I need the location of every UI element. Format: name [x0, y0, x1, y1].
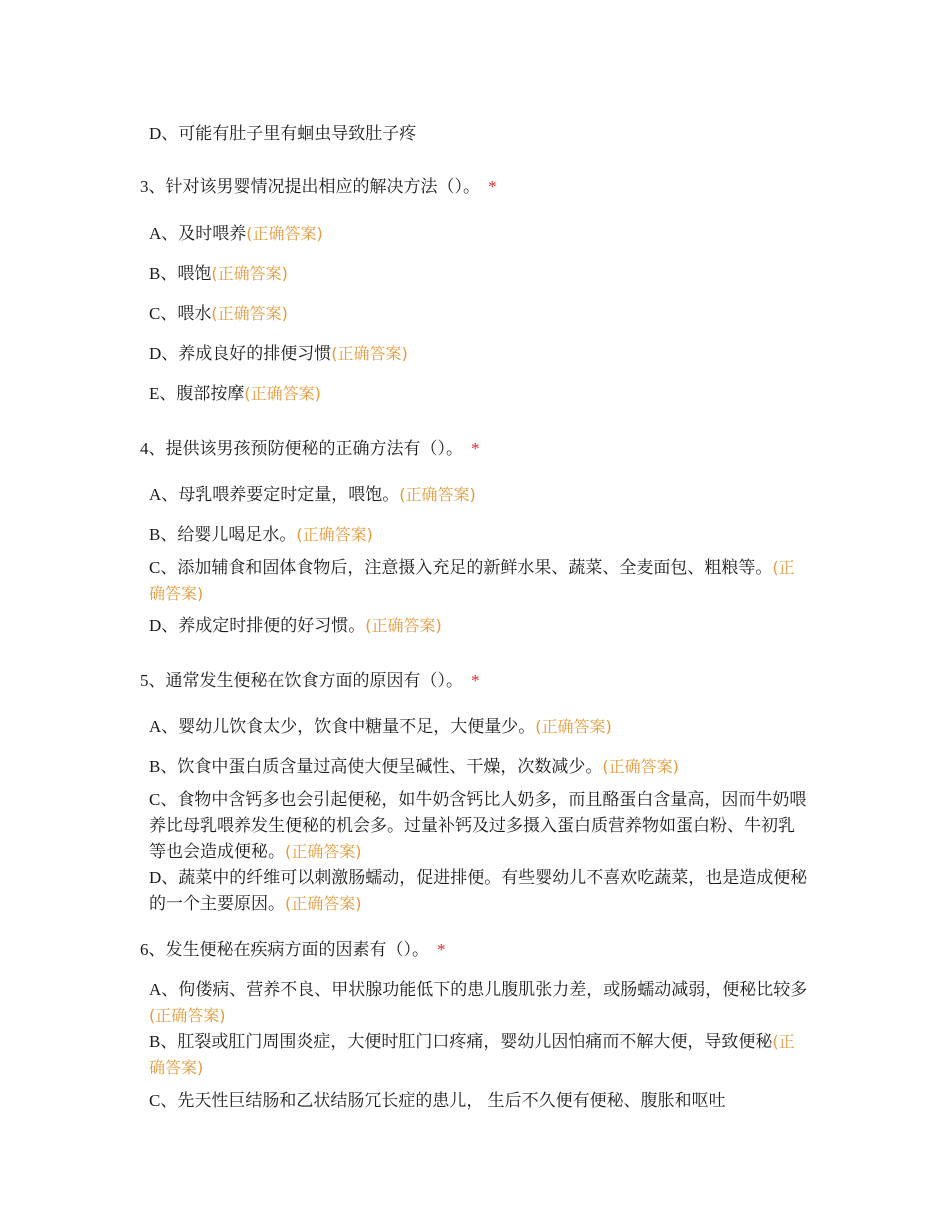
correct-answer-tag: (正确答案) [602, 757, 679, 776]
correct-answer-tag: (正确答案) [149, 1032, 795, 1077]
option-text: B、饮食中蛋白质含量过高使大便呈碱性、干燥，次数减少。 [149, 757, 603, 776]
option-text: C、先天性巨结肠和乙状结肠冗长症的患儿， 生后不久便有便秘、腹胀和呕吐 [149, 1091, 726, 1110]
option-text: A、佝偻病、营养不良、甲状腺功能低下的患儿腹肌张力差，或肠蠕动减弱，便秘比较多 [149, 980, 808, 999]
correct-answer-tag: (正确答案) [211, 264, 288, 283]
option-text: A、及时喂养 [149, 224, 247, 243]
required-asterisk: * [471, 671, 480, 690]
required-asterisk: * [471, 439, 480, 458]
question-6-option-c [149, 1088, 809, 1114]
option-text: C、添加辅食和固体食物后，注意摄入充足的新鲜水果、蔬菜、全麦面包、粗粮等。 [149, 558, 773, 577]
correct-answer-tag: (正确答案) [399, 485, 476, 504]
option-text: D、养成定时排便的好习惯。 [149, 616, 366, 635]
question-5-option-b [149, 754, 809, 780]
question-3-option-a [149, 221, 809, 247]
question-3-option-e [149, 381, 809, 407]
option-text: B、喂饱 [149, 264, 212, 283]
option-prev-d [149, 121, 809, 147]
option-text: C、喂水 [149, 304, 212, 323]
option-text: D、养成良好的排便习惯 [149, 344, 332, 363]
correct-answer-tag: (正确答案) [149, 1006, 226, 1025]
option-text: B、给婴儿喝足水。 [149, 525, 297, 544]
correct-answer-tag: (正确答案) [365, 616, 442, 635]
option-text: B、肛裂或肛门周围炎症，大便时肛门口疼痛，婴幼儿因怕痛而不解大便，导致便秘 [149, 1032, 773, 1051]
question-4-option-d [149, 613, 809, 639]
correct-answer-tag: (正确答案) [331, 344, 408, 363]
question-6-title [140, 937, 446, 963]
option-text: A、婴幼儿饮食太少，饮食中糖量不足，大便量少。 [149, 717, 536, 736]
option-text: E、腹部按摩 [149, 384, 245, 403]
correct-answer-tag: (正确答案) [285, 894, 362, 913]
question-5-option-a [149, 714, 809, 740]
question-6-option-b [149, 1029, 809, 1081]
question-text: 3、针对该男婴情况提出相应的解决方法（）。 [140, 177, 480, 196]
option-text: D、可能有肚子里有蛔虫导致肚子疼 [149, 124, 417, 143]
question-5-option-d [149, 865, 809, 917]
correct-answer-tag: (正确答案) [296, 525, 373, 544]
question-4-option-a [149, 482, 809, 508]
option-text: D、蔬菜中的纤维可以刺激肠蠕动，促进排便。有些婴幼儿不喜欢吃蔬菜，也是造成便秘的一个主要原因。 [149, 868, 808, 913]
correct-answer-tag: (正确答案) [246, 224, 323, 243]
question-6-option-a [149, 977, 809, 1029]
question-5-title [140, 668, 480, 694]
correct-answer-tag: (正确答案) [211, 304, 288, 323]
question-3-title [140, 174, 497, 200]
correct-answer-tag: (正确答案) [149, 558, 795, 603]
question-3-option-d [149, 341, 809, 367]
required-asterisk: * [437, 940, 446, 959]
required-asterisk: * [488, 177, 497, 196]
question-4-option-b [149, 522, 809, 548]
question-text: 5、通常发生便秘在饮食方面的原因有（）。 [140, 671, 463, 690]
question-text: 6、发生便秘在疾病方面的因素有（）。 [140, 940, 429, 959]
question-4-title [140, 436, 480, 462]
option-text: C、食物中含钙多也会引起便秘，如牛奶含钙比人奶多，而且酪蛋白含量高，因而牛奶喂养比母乳喂养发生便秘的机会多。过量补钙及过多摄入蛋白质营养物如蛋白粉、牛初乳等也会造成便秘。 [149, 790, 807, 861]
option-text: A、母乳喂养要定时定量，喂饱。 [149, 485, 400, 504]
correct-answer-tag: (正确答案) [535, 717, 612, 736]
question-3-option-b [149, 261, 809, 287]
question-text: 4、提供该男孩预防便秘的正确方法有（）。 [140, 439, 463, 458]
question-4-option-c [149, 555, 809, 607]
question-5-option-c [149, 787, 809, 865]
question-3-option-c [149, 301, 809, 327]
correct-answer-tag: (正确答案) [285, 842, 362, 861]
correct-answer-tag: (正确答案) [244, 384, 321, 403]
